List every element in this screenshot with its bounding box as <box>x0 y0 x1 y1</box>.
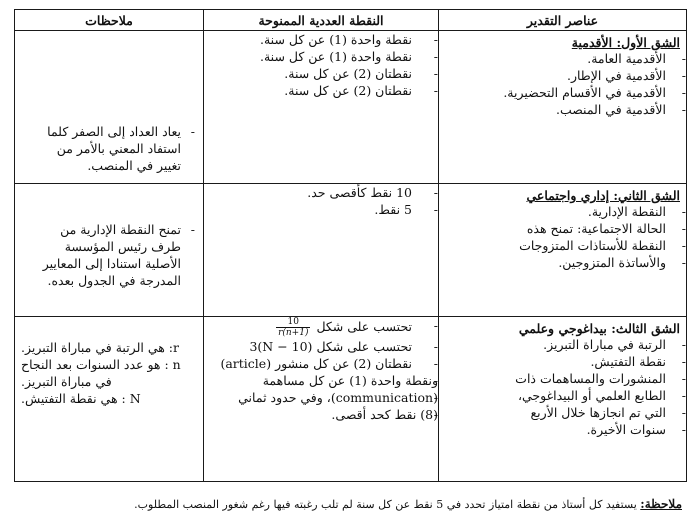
header-elements: عناصر التقدير <box>439 10 687 31</box>
list-item: - الأقدمية في الإطار. <box>439 67 686 84</box>
list-item-continuation: (communication)، وفي حدود ثماني <box>238 390 438 405</box>
list-item: - الرتبة في مباراة التبريز. <box>439 336 686 353</box>
list-item <box>204 338 438 355</box>
cell-elements <box>439 317 687 482</box>
cell-elements <box>439 31 687 184</box>
notes-text: - يعاد العداد إلى الصفر كلما استفاد المعني بالأمر من تغيير في المنصب. <box>23 123 195 174</box>
points-list <box>204 317 438 423</box>
rank-fraction <box>276 317 310 338</box>
footer-label: ملاحظة: <box>640 497 682 511</box>
list-item <box>204 406 438 423</box>
list-item: - الأقدمية في الأقسام التحضيرية. <box>439 84 686 101</box>
list-item: - نقطة واحدة (1) عن كل سنة. <box>204 31 438 48</box>
notes-text <box>21 339 195 407</box>
footer-text: يستفيد كل أستاذ من نقطة امتياز تحدد في 5 نقط عن كل سنة لم تلب رغبته فيها رغم شغور المنصب المطلوب. <box>134 498 637 511</box>
points-list <box>204 31 438 99</box>
notes-text: - تمنح النقطة الإدارية من طرف رئيس المؤسسة الأصلية استنادا إلى المعايير المدرجة في الجدول بعده. <box>23 221 195 289</box>
list-item: - الحالة الاجتماعية: تمنح هذه <box>439 220 686 237</box>
fraction-numerator: 10 <box>276 317 310 328</box>
list-item-continuation: النقطة للأستاذات المتزوجات <box>519 238 666 253</box>
cell-notes <box>15 317 204 482</box>
list-item <box>439 404 686 421</box>
note-line: r: هي الرتبة في مباراة التبريز. <box>21 340 180 355</box>
list-item: - نقطة واحدة (1) عن كل سنة. <box>204 48 438 65</box>
list-item: - نقطتان (2) عن كل سنة. <box>204 82 438 99</box>
cell-points <box>204 184 439 317</box>
list-item: - الأقدمية العامة. <box>439 50 686 67</box>
list-item: - نقطتان (2) عن كل منشور (article) <box>204 355 438 372</box>
note-line: الأصلية استنادا إلى المعايير <box>42 256 181 271</box>
list-item <box>439 237 686 254</box>
note-line: n : هو عدد السنوات بعد النجاح <box>21 357 181 372</box>
cell-elements <box>439 184 687 317</box>
note-line: استفاد المعني بالأمر من <box>56 141 181 156</box>
section-title: الشق الثاني: إداري واجتماعي <box>526 188 680 203</box>
fraction-denominator: r(n+1) <box>278 328 309 338</box>
elements-list <box>439 203 686 271</box>
list-item <box>439 387 686 404</box>
list-item <box>204 372 438 389</box>
note-line: المدرجة في الجدول بعده. <box>47 273 181 288</box>
header-points: النقطة العددية الممنوحة <box>204 10 439 31</box>
list-item-continuation: سنوات الأخيرة. <box>586 422 666 437</box>
list-item <box>439 421 686 438</box>
note-line: تغيير في المنصب. <box>87 158 181 173</box>
list-item: - المنشورات والمساهمات ذات <box>439 370 686 387</box>
list-item-continuation: ونقطة واحدة (1) عن كل مساهمة <box>262 373 438 388</box>
section-title: الشق الأول: الأقدمية <box>571 35 680 50</box>
list-item <box>204 317 438 338</box>
cell-notes <box>15 31 204 184</box>
formula-prefix: تحتسب على شكل <box>316 319 412 334</box>
list-item-continuation: التي تم انجازها خلال الأربع <box>530 405 666 420</box>
note-line: في مباراة التبريز. <box>21 374 112 389</box>
header-notes: ملاحظات <box>15 10 204 31</box>
list-item: - نقطة التفتيش. <box>439 353 686 370</box>
list-item: - الأقدمية في المنصب. <box>439 101 686 118</box>
footer-note <box>110 497 682 511</box>
list-item-continuation: والأساتذة المتزوجين. <box>558 255 666 270</box>
list-item-continuation: (8) نقط كحد أقصى. <box>331 407 438 422</box>
table-row-pedagogical <box>15 317 687 482</box>
points-list <box>204 184 438 218</box>
note-line: طرف رئيس المؤسسة <box>64 239 181 254</box>
list-item <box>439 254 686 271</box>
formula-prefix: تحتسب على شكل <box>316 339 412 354</box>
cell-points <box>204 31 439 184</box>
table-row-seniority <box>15 31 687 184</box>
table-header-row <box>15 10 687 31</box>
table-row-administrative <box>15 184 687 317</box>
list-item <box>204 389 438 406</box>
list-item: - 5 نقط. <box>204 201 438 218</box>
evaluation-table <box>14 9 687 482</box>
section-title: الشق الثالث: بيداغوجي وعلمي <box>518 321 680 336</box>
list-item-continuation: الطابع العلمي أو البيداغوجي، <box>517 388 666 403</box>
cell-points <box>204 317 439 482</box>
note-line: N : هي نقطة التفتيش. <box>21 391 141 406</box>
note-line: يعاد العداد إلى الصفر كلما <box>47 124 181 139</box>
cell-notes <box>15 184 204 317</box>
list-item: - نقطتان (2) عن كل سنة. <box>204 65 438 82</box>
elements-list <box>439 336 686 438</box>
inspection-formula: 3(N − 10) <box>249 339 313 354</box>
note-line: تمنح النقطة الإدارية من <box>60 222 181 237</box>
list-item: - النقطة الإدارية. <box>439 203 686 220</box>
list-item: - 10 نقط كأقصى حد. <box>204 184 438 201</box>
elements-list <box>439 50 686 118</box>
